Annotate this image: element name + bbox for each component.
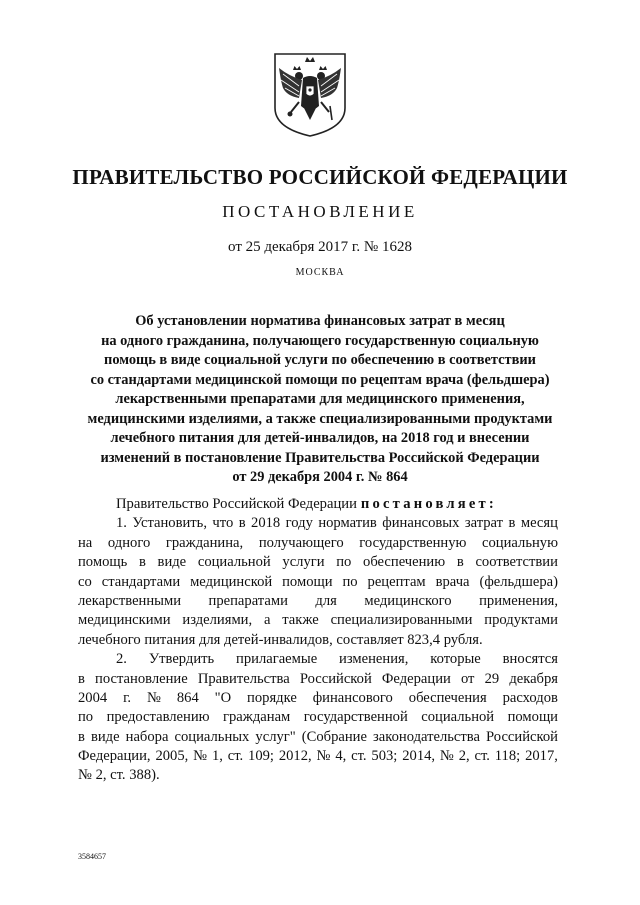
word: медицинскими xyxy=(78,612,171,629)
heading-line: медицинскими изделиями, а также специализированными продуктами xyxy=(87,410,553,427)
heading-line: лечебного питания для детей-инвалидов, на 2018 год и внесении xyxy=(110,430,530,446)
word: 2004 xyxy=(78,689,108,706)
coat-of-arms-emblem xyxy=(269,48,351,138)
heading-line: от 29 декабря 2004 г. № 864 xyxy=(232,469,408,485)
document-code: 3584657 xyxy=(78,852,106,861)
paragraph-line: № 2, ст. 388). xyxy=(78,767,160,784)
word: 118; xyxy=(494,748,521,765)
word: по xyxy=(336,554,352,571)
word: по xyxy=(342,573,358,590)
word: (фельдшера) xyxy=(479,573,558,590)
word: в xyxy=(508,515,516,532)
heading-line: Об установлении норматива финансовых затрат в месяц xyxy=(135,313,505,329)
word: а xyxy=(263,612,271,629)
preamble-text: Правительство Российской Федерации xyxy=(116,496,357,512)
word: обеспечению xyxy=(363,554,446,571)
word: виде xyxy=(90,728,120,745)
word: по xyxy=(78,709,94,726)
paragraph-2 xyxy=(78,650,558,786)
word: финансовых xyxy=(382,515,460,532)
word: предоставлению xyxy=(106,709,210,726)
paragraph-line xyxy=(78,689,558,708)
word: виде xyxy=(157,554,187,571)
government-title: ПРАВИТЕЛЬСТВО РОССИЙСКОЙ ФЕДЕРАЦИИ xyxy=(72,165,568,189)
word: на xyxy=(78,534,93,551)
word: государственную xyxy=(359,534,467,551)
word: в xyxy=(78,670,85,687)
word: 2017, xyxy=(525,748,558,765)
word: социальной xyxy=(197,554,271,571)
word: помощь xyxy=(78,554,128,571)
word: в xyxy=(456,554,464,571)
preamble xyxy=(78,495,558,514)
word: применения, xyxy=(479,592,558,609)
word: порядке xyxy=(247,689,297,706)
document-type: ПОСТАНОВЛЕНИЕ xyxy=(222,202,418,221)
word: продуктами xyxy=(484,612,558,629)
word: Федерации xyxy=(381,670,451,687)
word: 2005, xyxy=(155,748,189,765)
paragraph-line xyxy=(78,747,558,766)
word: рецептам xyxy=(367,573,426,590)
word: медицинской xyxy=(190,573,273,590)
word: в xyxy=(238,515,246,532)
word: специализированными xyxy=(330,612,473,629)
word: 4, xyxy=(335,748,347,765)
word: в xyxy=(138,554,146,571)
word: препаратами xyxy=(208,592,288,609)
word: 1, xyxy=(211,748,223,765)
paragraph-line xyxy=(78,670,558,689)
paragraph-line xyxy=(78,553,558,572)
word: услуг" xyxy=(255,728,296,745)
word: году xyxy=(285,515,313,532)
word: 2014, xyxy=(402,748,436,765)
paragraph-line xyxy=(78,650,558,669)
paragraph-line: лечебного питания для детей-инвалидов, составляет 823,4 рубля. xyxy=(78,631,483,648)
word: 109; xyxy=(248,748,274,765)
word: гражданина, xyxy=(165,534,244,551)
word: норматив xyxy=(318,515,377,532)
word: также xyxy=(282,612,319,629)
word: 2, xyxy=(458,748,470,765)
word: 503; xyxy=(371,748,398,765)
word: стандартами xyxy=(101,573,181,590)
heading-line: лекарственными препаратами для медицинского применения, xyxy=(115,391,525,407)
word: ст. xyxy=(227,748,244,765)
word: для xyxy=(315,592,337,609)
word: от xyxy=(460,670,475,687)
word: гражданам xyxy=(223,709,291,726)
word: получающего xyxy=(258,534,344,551)
word: № xyxy=(439,748,454,765)
word: 864 xyxy=(176,689,199,706)
word: ст. xyxy=(351,748,367,765)
paragraph-1 xyxy=(78,514,558,650)
heading-line: на одного гражданина, получающего государственную социальную xyxy=(101,332,539,349)
document-date-number: от 25 декабря 2017 г. № 1628 xyxy=(228,239,412,255)
word: государственной xyxy=(303,709,408,726)
document-city: МОСКВА xyxy=(295,267,345,278)
word: № xyxy=(147,689,161,706)
word: "О xyxy=(214,689,232,706)
word: № xyxy=(316,748,331,765)
word: Российской xyxy=(299,670,372,687)
double-headed-eagle-icon xyxy=(269,48,351,138)
heading-line: изменений в постановление Правительства Российской Федерации xyxy=(100,449,540,466)
word: 1. xyxy=(116,515,127,532)
preamble-verb: постановляет: xyxy=(360,496,497,512)
word: 2018 xyxy=(251,515,281,532)
word: что xyxy=(212,515,234,532)
word: помощи xyxy=(282,573,333,590)
word: Установить, xyxy=(132,515,207,532)
word: соответствии xyxy=(475,554,558,571)
word: № xyxy=(193,748,208,765)
word: социальной xyxy=(421,709,495,726)
word: помощи xyxy=(507,709,558,726)
paragraph-line xyxy=(78,611,558,630)
word: прилагаемые xyxy=(236,651,318,668)
paragraph-line xyxy=(78,573,558,592)
word: финансового xyxy=(312,689,393,706)
paragraph-line xyxy=(78,728,558,747)
word: постановление xyxy=(95,670,188,687)
word: обеспечения xyxy=(408,689,487,706)
word: со xyxy=(78,573,92,590)
word: 29 xyxy=(484,670,500,687)
word: Утвердить xyxy=(148,651,215,668)
paragraph-line xyxy=(78,514,558,533)
word: медицинского xyxy=(364,592,452,609)
word: врача xyxy=(435,573,470,590)
document-body xyxy=(78,495,558,786)
heading-line: со стандартами медицинской помощи по рецептам врача (фельдшера) xyxy=(90,371,550,388)
word: социальных xyxy=(174,728,250,745)
word: декабря xyxy=(509,670,558,687)
word: набора xyxy=(125,728,169,745)
word: социальную xyxy=(482,534,558,551)
word: 2012, xyxy=(278,748,312,765)
word: затрат xyxy=(464,515,504,532)
word: расходов xyxy=(502,689,558,706)
word: Федерации, xyxy=(78,748,151,765)
word: которые xyxy=(430,651,481,668)
word: лекарственными xyxy=(78,592,182,609)
paragraph-line xyxy=(78,708,558,727)
word: месяц xyxy=(520,515,558,532)
heading-line: помощь в виде социальной услуги по обеспечению в соответствии xyxy=(104,352,536,368)
word: (Собрание xyxy=(301,728,367,745)
word: г. xyxy=(123,689,132,706)
word: услуги xyxy=(282,554,325,571)
paragraph-line xyxy=(78,534,558,553)
word: изменения, xyxy=(339,651,409,668)
word: ст. xyxy=(474,748,490,765)
word: законодательства xyxy=(373,728,480,745)
paragraph-line xyxy=(78,592,558,611)
word: вносятся xyxy=(502,651,558,668)
word: одного xyxy=(107,534,151,551)
word: в xyxy=(78,728,85,745)
word: Российской xyxy=(486,728,558,745)
word: 2. xyxy=(116,651,127,668)
word: Правительства xyxy=(197,670,290,687)
word: изделиями, xyxy=(182,612,253,629)
document-heading xyxy=(40,312,600,488)
